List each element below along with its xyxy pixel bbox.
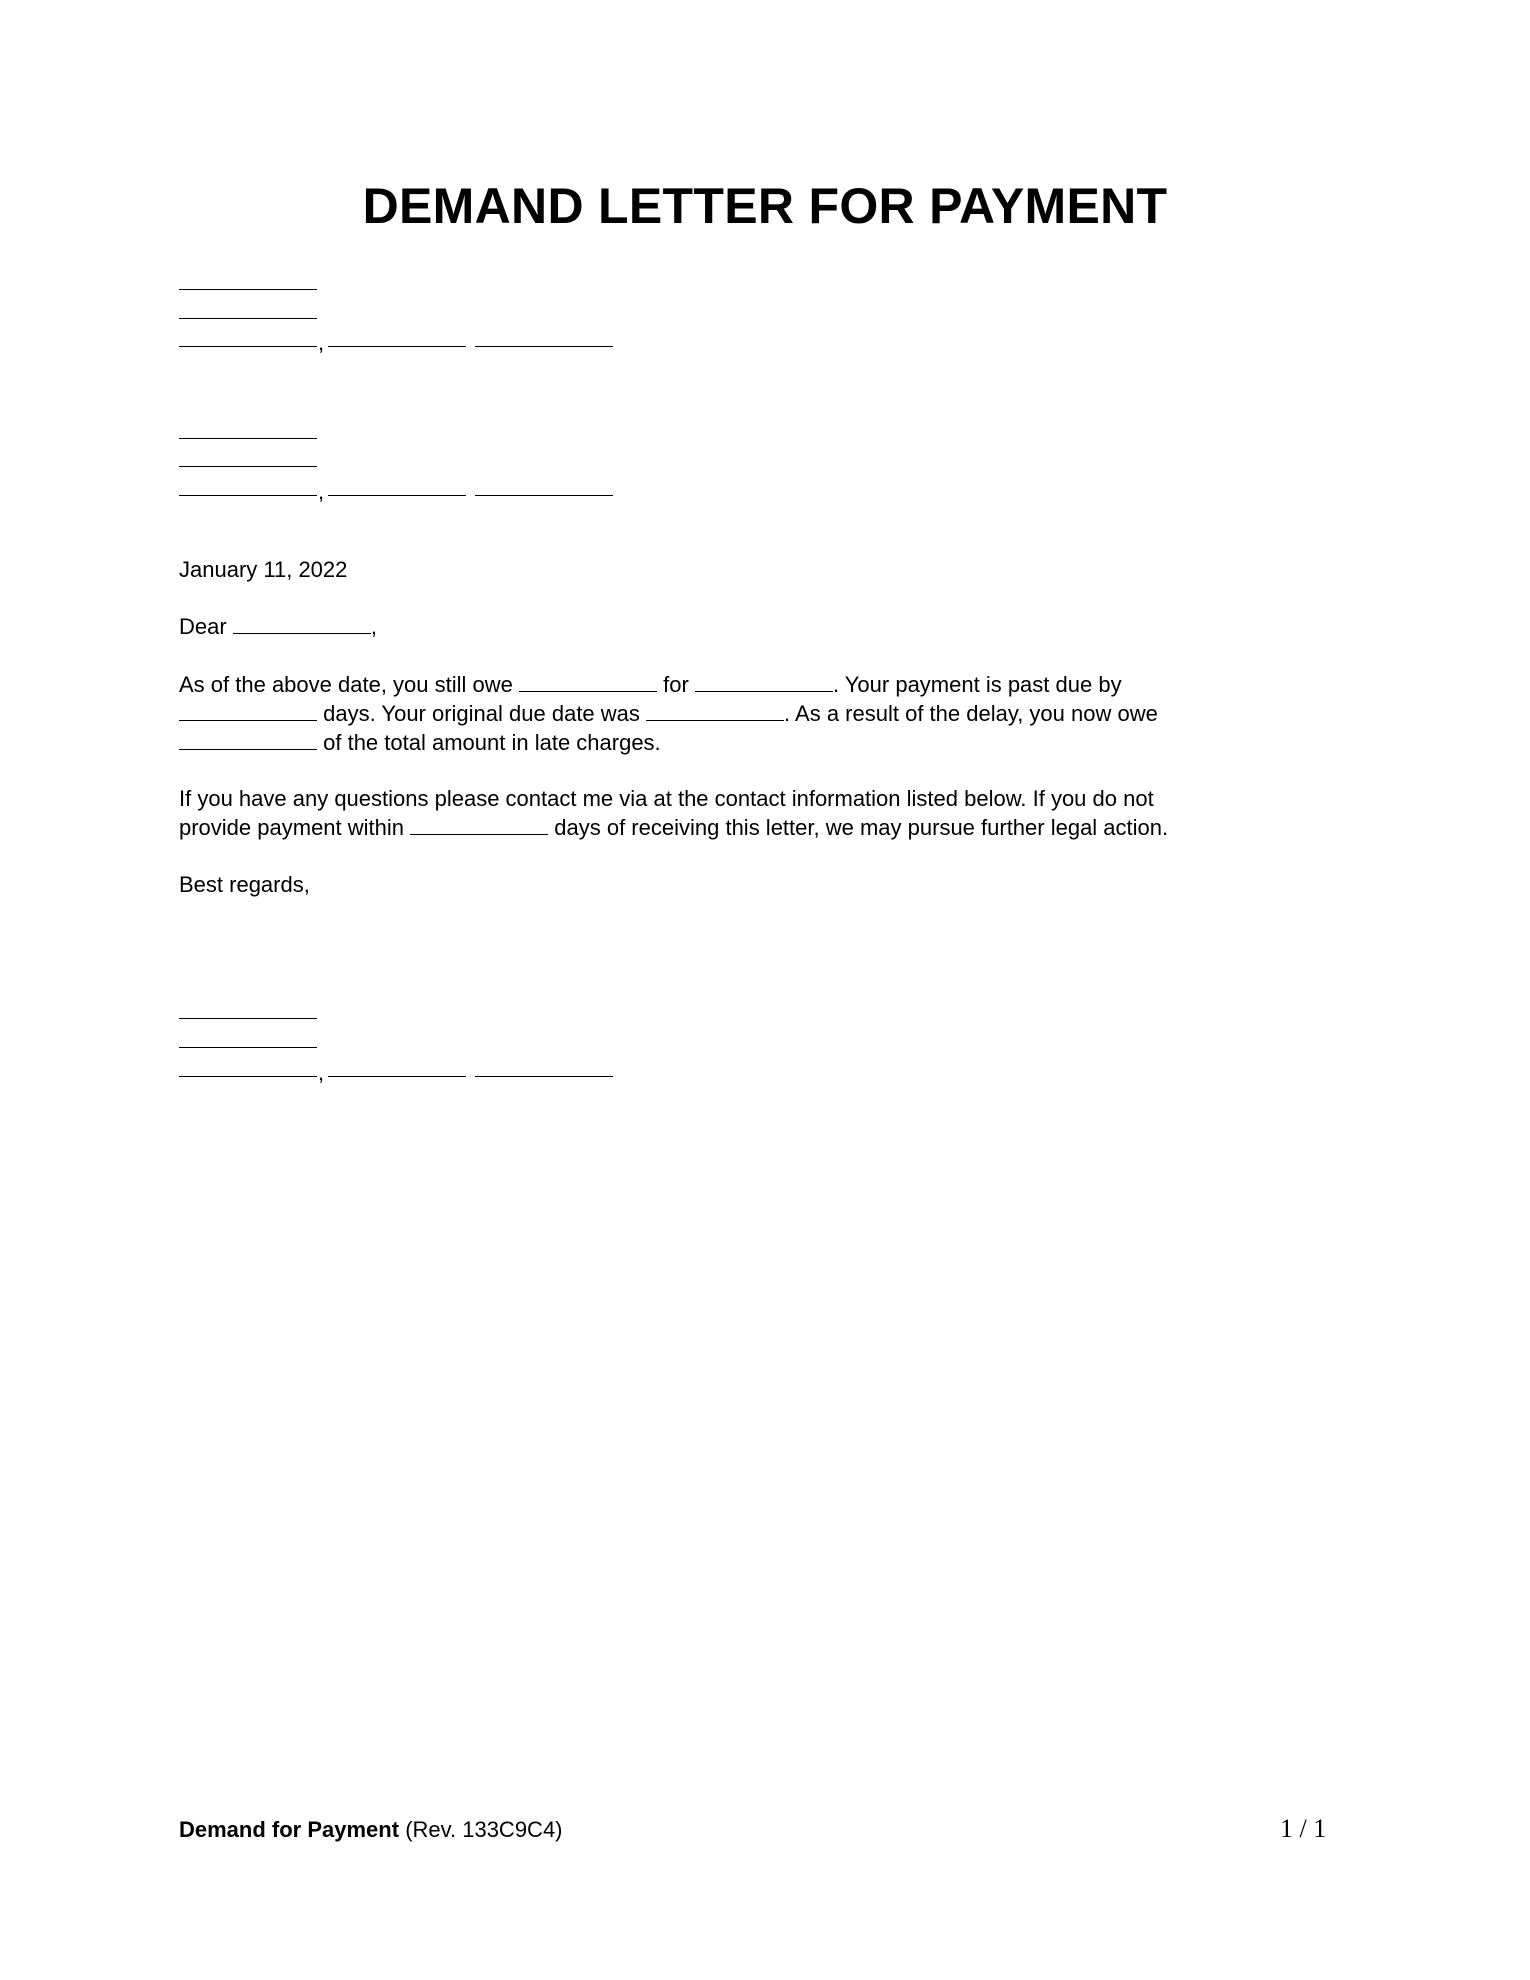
sender-name-blank[interactable]	[179, 289, 317, 290]
address-comma: ,	[318, 330, 325, 355]
salutation-comma: ,	[370, 614, 377, 639]
letter-date: January 11, 2022	[179, 557, 348, 582]
footer-revision: (Rev. 133C9C4)	[405, 1817, 563, 1842]
paragraph-2	[179, 784, 1339, 842]
late-charges-blank[interactable]	[179, 749, 317, 750]
closing: Best regards,	[179, 872, 310, 897]
paragraph-text: . Your payment is past due by	[832, 672, 1122, 697]
signer-city-blank[interactable]	[179, 1076, 317, 1077]
page-number: 1 / 1	[1280, 1814, 1327, 1843]
sender-street-blank[interactable]	[179, 318, 317, 319]
paragraph-text: days. Your original due date was	[323, 701, 640, 726]
days-past-due-blank[interactable]	[179, 720, 317, 721]
amount-owed-blank[interactable]	[519, 691, 657, 692]
paragraph-1	[179, 670, 1339, 757]
salutation-text: Dear	[179, 614, 227, 639]
footer-title: Demand for Payment	[179, 1817, 400, 1842]
paragraph-text: provide payment within	[179, 815, 405, 840]
sender-city-blank[interactable]	[179, 346, 317, 347]
recipient-name-blank[interactable]	[233, 633, 371, 634]
paragraph-1-line-2	[179, 699, 1339, 728]
recipient-state-blank[interactable]	[328, 495, 466, 496]
sender-zip-blank[interactable]	[475, 346, 613, 347]
footer-document-name	[179, 1815, 563, 1844]
paragraph-text: for	[663, 672, 689, 697]
signer-street-blank[interactable]	[179, 1047, 317, 1048]
paragraph-2-line-2	[179, 813, 1339, 842]
recipient-zip-blank[interactable]	[475, 495, 613, 496]
days-to-pay-blank[interactable]	[410, 834, 548, 835]
sender-state-blank[interactable]	[328, 346, 466, 347]
goods-services-blank[interactable]	[695, 691, 833, 692]
address-comma: ,	[318, 479, 325, 504]
recipient-street-blank[interactable]	[179, 466, 317, 467]
document-title: DEMAND LETTER FOR PAYMENT	[362, 178, 1168, 234]
paragraph-text: days of receiving this letter, we may pursue further legal action.	[554, 815, 1169, 840]
paragraph-text: . As a result of the delay, you now owe	[784, 701, 1158, 726]
signer-state-blank[interactable]	[328, 1076, 466, 1077]
paragraph-text: As of the above date, you still owe	[179, 672, 513, 697]
signer-zip-blank[interactable]	[475, 1076, 613, 1077]
recipient-city-blank[interactable]	[179, 495, 317, 496]
signer-name-blank[interactable]	[179, 1018, 317, 1019]
paragraph-text: of the total amount in late charges.	[323, 730, 661, 755]
paragraph-2-line-1: If you have any questions please contact me via at the contact information listed below. If you do not	[179, 786, 1154, 811]
original-due-date-blank[interactable]	[646, 720, 784, 721]
paragraph-1-line-3	[179, 728, 1339, 757]
paragraph-1-line-1	[179, 670, 1339, 699]
salutation-line	[179, 612, 1339, 641]
recipient-name-blank[interactable]	[179, 438, 317, 439]
address-comma: ,	[318, 1060, 325, 1085]
